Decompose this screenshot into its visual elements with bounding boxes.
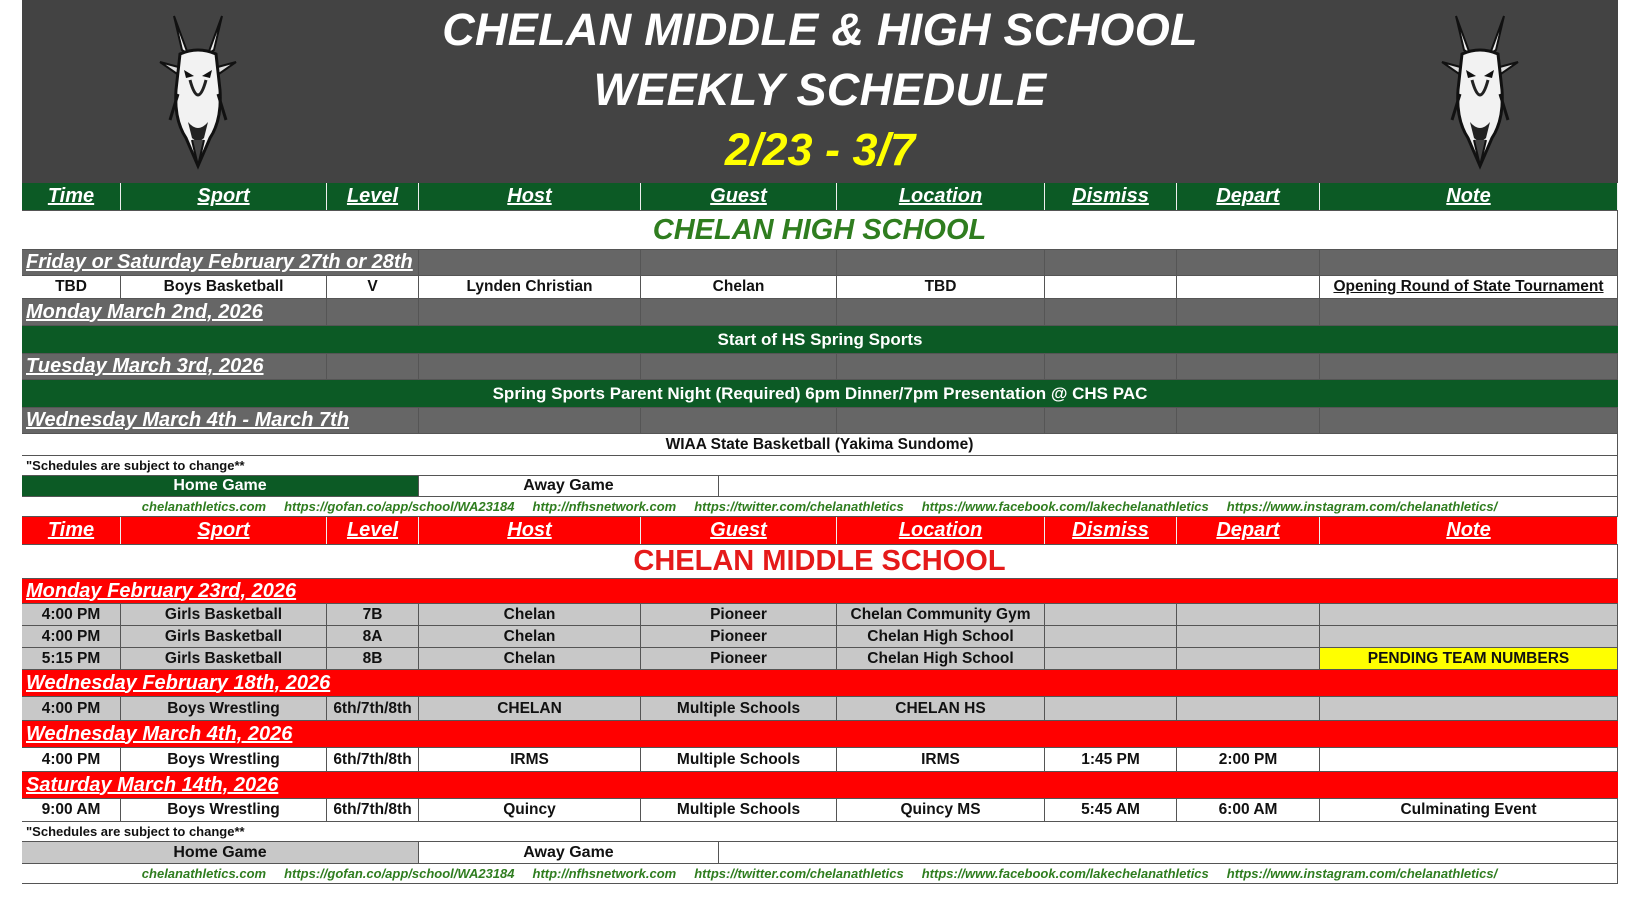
event-sport: Boys Wrestling bbox=[121, 697, 327, 720]
pending-note-badge: PENDING TEAM NUMBERS bbox=[1320, 648, 1618, 669]
event-guest: Pioneer bbox=[641, 604, 837, 625]
day-label: Tuesday March 3rd, 2026 bbox=[22, 354, 327, 379]
table-row bbox=[22, 697, 1618, 721]
event-host: IRMS bbox=[419, 748, 641, 771]
link-facebook[interactable]: https://www.facebook.com/lakechelanathletics bbox=[921, 866, 1209, 881]
ms-day-row bbox=[22, 721, 1618, 748]
link-facebook[interactable]: https://www.facebook.com/lakechelanathletics bbox=[921, 499, 1209, 514]
legend-row bbox=[22, 842, 1618, 864]
school-title: CHELAN MIDDLE & HIGH SCHOOL bbox=[442, 4, 1198, 55]
event-dismiss bbox=[1045, 604, 1177, 625]
link-website[interactable]: chelanathletics.com bbox=[141, 866, 267, 881]
event-time: 4:00 PM bbox=[22, 748, 121, 771]
event-note bbox=[1320, 697, 1618, 720]
event-time: TBD bbox=[22, 276, 121, 298]
event-location: Chelan High School bbox=[837, 648, 1045, 669]
legend-home-game: Home Game bbox=[22, 476, 419, 496]
col-sport: Sport bbox=[121, 183, 327, 210]
day-label: Wednesday March 4th, 2026 bbox=[22, 721, 1618, 747]
high-school-section-title: CHELAN HIGH SCHOOL bbox=[22, 211, 1618, 250]
event-guest: Multiple Schools bbox=[641, 799, 837, 821]
event-depart bbox=[1177, 276, 1320, 298]
table-row bbox=[22, 276, 1618, 299]
link-website[interactable]: chelanathletics.com bbox=[141, 499, 267, 514]
event-depart bbox=[1177, 697, 1320, 720]
legend-away-game: Away Game bbox=[419, 476, 719, 496]
hs-column-header-row bbox=[22, 183, 1618, 211]
event-sport: Boys Wrestling bbox=[121, 799, 327, 821]
event-location: TBD bbox=[837, 276, 1045, 298]
event-dismiss: 1:45 PM bbox=[1045, 748, 1177, 771]
legend-away-game: Away Game bbox=[419, 842, 719, 863]
col-depart: Depart bbox=[1177, 517, 1320, 544]
link-gofan[interactable]: https://gofan.co/app/school/WA23184 bbox=[284, 499, 515, 514]
links-row bbox=[22, 864, 1618, 884]
event-level: V bbox=[327, 276, 419, 298]
event-host: Chelan bbox=[419, 648, 641, 669]
hs-day-row bbox=[22, 250, 1618, 276]
event-host: Chelan bbox=[419, 626, 641, 647]
event-sport: Girls Basketball bbox=[121, 626, 327, 647]
event-note bbox=[1320, 604, 1618, 625]
event-time: 4:00 PM bbox=[22, 604, 121, 625]
col-host: Host bbox=[419, 183, 641, 210]
event-level: 7B bbox=[327, 604, 419, 625]
col-guest: Guest bbox=[641, 183, 837, 210]
col-dismiss: Dismiss bbox=[1045, 517, 1177, 544]
legend-row bbox=[22, 476, 1618, 497]
event-sport: Girls Basketball bbox=[121, 604, 327, 625]
col-time: Time bbox=[22, 517, 121, 544]
link-gofan[interactable]: https://gofan.co/app/school/WA23184 bbox=[284, 866, 515, 881]
event-level: 6th/7th/8th bbox=[327, 799, 419, 821]
event-dismiss bbox=[1045, 626, 1177, 647]
link-twitter[interactable]: https://twitter.com/chelanathletics bbox=[694, 866, 904, 881]
links-row bbox=[22, 497, 1618, 517]
day-label: Saturday March 14th, 2026 bbox=[22, 772, 1618, 798]
event-host: Quincy bbox=[419, 799, 641, 821]
legend-home-game: Home Game bbox=[22, 842, 419, 863]
day-label: Monday March 2nd, 2026 bbox=[22, 299, 327, 325]
table-row bbox=[22, 626, 1618, 648]
event-location: IRMS bbox=[837, 748, 1045, 771]
schedule-disclaimer: "Schedules are subject to change** bbox=[22, 456, 1618, 476]
event-location: Chelan Community Gym bbox=[837, 604, 1045, 625]
event-location: Chelan High School bbox=[837, 626, 1045, 647]
event-dismiss bbox=[1045, 648, 1177, 669]
event-time: 9:00 AM bbox=[22, 799, 121, 821]
col-host: Host bbox=[419, 517, 641, 544]
col-level: Level bbox=[327, 183, 419, 210]
col-dismiss: Dismiss bbox=[1045, 183, 1177, 210]
hs-day-row bbox=[22, 299, 1618, 326]
col-note: Note bbox=[1320, 517, 1618, 544]
event-depart bbox=[1177, 626, 1320, 647]
event-depart: 6:00 AM bbox=[1177, 799, 1320, 821]
link-instagram[interactable]: https://www.instagram.com/chelanathletics/ bbox=[1226, 866, 1498, 881]
col-time: Time bbox=[22, 183, 121, 210]
link-nfhs[interactable]: http://nfhsnetwork.com bbox=[532, 866, 677, 881]
schedule-subtitle: WEEKLY SCHEDULE bbox=[593, 64, 1047, 115]
event-level: 8B bbox=[327, 648, 419, 669]
hs-day-row bbox=[22, 354, 1618, 380]
event-guest: Pioneer bbox=[641, 648, 837, 669]
schedule-disclaimer: "Schedules are subject to change** bbox=[22, 822, 1618, 842]
event-level: 6th/7th/8th bbox=[327, 748, 419, 771]
event-note: Opening Round of State Tournament bbox=[1320, 276, 1618, 298]
ms-column-header-row bbox=[22, 517, 1618, 545]
date-range: 2/23 - 3/7 bbox=[724, 124, 916, 175]
hs-day-row bbox=[22, 408, 1618, 434]
event-guest: Chelan bbox=[641, 276, 837, 298]
event-host: CHELAN bbox=[419, 697, 641, 720]
table-row bbox=[22, 799, 1618, 822]
event-sport: Boys Basketball bbox=[121, 276, 327, 298]
goat-mascot-logo bbox=[1434, 10, 1526, 172]
col-location: Location bbox=[837, 517, 1045, 544]
ms-day-row bbox=[22, 670, 1618, 697]
event-location: Quincy MS bbox=[837, 799, 1045, 821]
ms-day-row bbox=[22, 579, 1618, 604]
col-level: Level bbox=[327, 517, 419, 544]
hs-announcement-banner: Spring Sports Parent Night (Required) 6pm Dinner/7pm Presentation @ CHS PAC bbox=[22, 380, 1618, 408]
event-location: CHELAN HS bbox=[837, 697, 1045, 720]
event-host: Chelan bbox=[419, 604, 641, 625]
col-sport: Sport bbox=[121, 517, 327, 544]
event-note: Culminating Event bbox=[1320, 799, 1618, 821]
middle-school-section-title: CHELAN MIDDLE SCHOOL bbox=[22, 545, 1618, 579]
day-label: Monday February 23rd, 2026 bbox=[22, 579, 1618, 603]
hs-announcement-banner: WIAA State Basketball (Yakima Sundome) bbox=[22, 434, 1618, 456]
event-time: 4:00 PM bbox=[22, 626, 121, 647]
event-depart bbox=[1177, 648, 1320, 669]
event-dismiss bbox=[1045, 276, 1177, 298]
event-dismiss: 5:45 AM bbox=[1045, 799, 1177, 821]
event-level: 8A bbox=[327, 626, 419, 647]
col-depart: Depart bbox=[1177, 183, 1320, 210]
day-label: Wednesday February 18th, 2026 bbox=[22, 670, 1618, 696]
col-location: Location bbox=[837, 183, 1045, 210]
link-twitter[interactable]: https://twitter.com/chelanathletics bbox=[694, 499, 904, 514]
link-instagram[interactable]: https://www.instagram.com/chelanathletics/ bbox=[1226, 499, 1498, 514]
event-host: Lynden Christian bbox=[419, 276, 641, 298]
schedule-header bbox=[22, 0, 1618, 183]
event-note bbox=[1320, 626, 1618, 647]
table-row bbox=[22, 604, 1618, 626]
day-label: Wednesday March 4th - March 7th bbox=[22, 408, 419, 433]
ms-day-row bbox=[22, 772, 1618, 799]
table-row bbox=[22, 648, 1618, 670]
event-note bbox=[1320, 748, 1618, 771]
event-sport: Girls Basketball bbox=[121, 648, 327, 669]
event-sport: Boys Wrestling bbox=[121, 748, 327, 771]
event-depart: 2:00 PM bbox=[1177, 748, 1320, 771]
hs-announcement-banner: Start of HS Spring Sports bbox=[22, 326, 1618, 354]
event-guest: Multiple Schools bbox=[641, 748, 837, 771]
event-dismiss bbox=[1045, 697, 1177, 720]
event-depart bbox=[1177, 604, 1320, 625]
event-level: 6th/7th/8th bbox=[327, 697, 419, 720]
col-note: Note bbox=[1320, 183, 1618, 210]
link-nfhs[interactable]: http://nfhsnetwork.com bbox=[532, 499, 677, 514]
event-guest: Pioneer bbox=[641, 626, 837, 647]
table-row bbox=[22, 748, 1618, 772]
day-label: Friday or Saturday February 27th or 28th bbox=[22, 250, 419, 275]
schedule-sheet bbox=[22, 0, 1618, 884]
event-time: 4:00 PM bbox=[22, 697, 121, 720]
col-guest: Guest bbox=[641, 517, 837, 544]
event-time: 5:15 PM bbox=[22, 648, 121, 669]
event-guest: Multiple Schools bbox=[641, 697, 837, 720]
